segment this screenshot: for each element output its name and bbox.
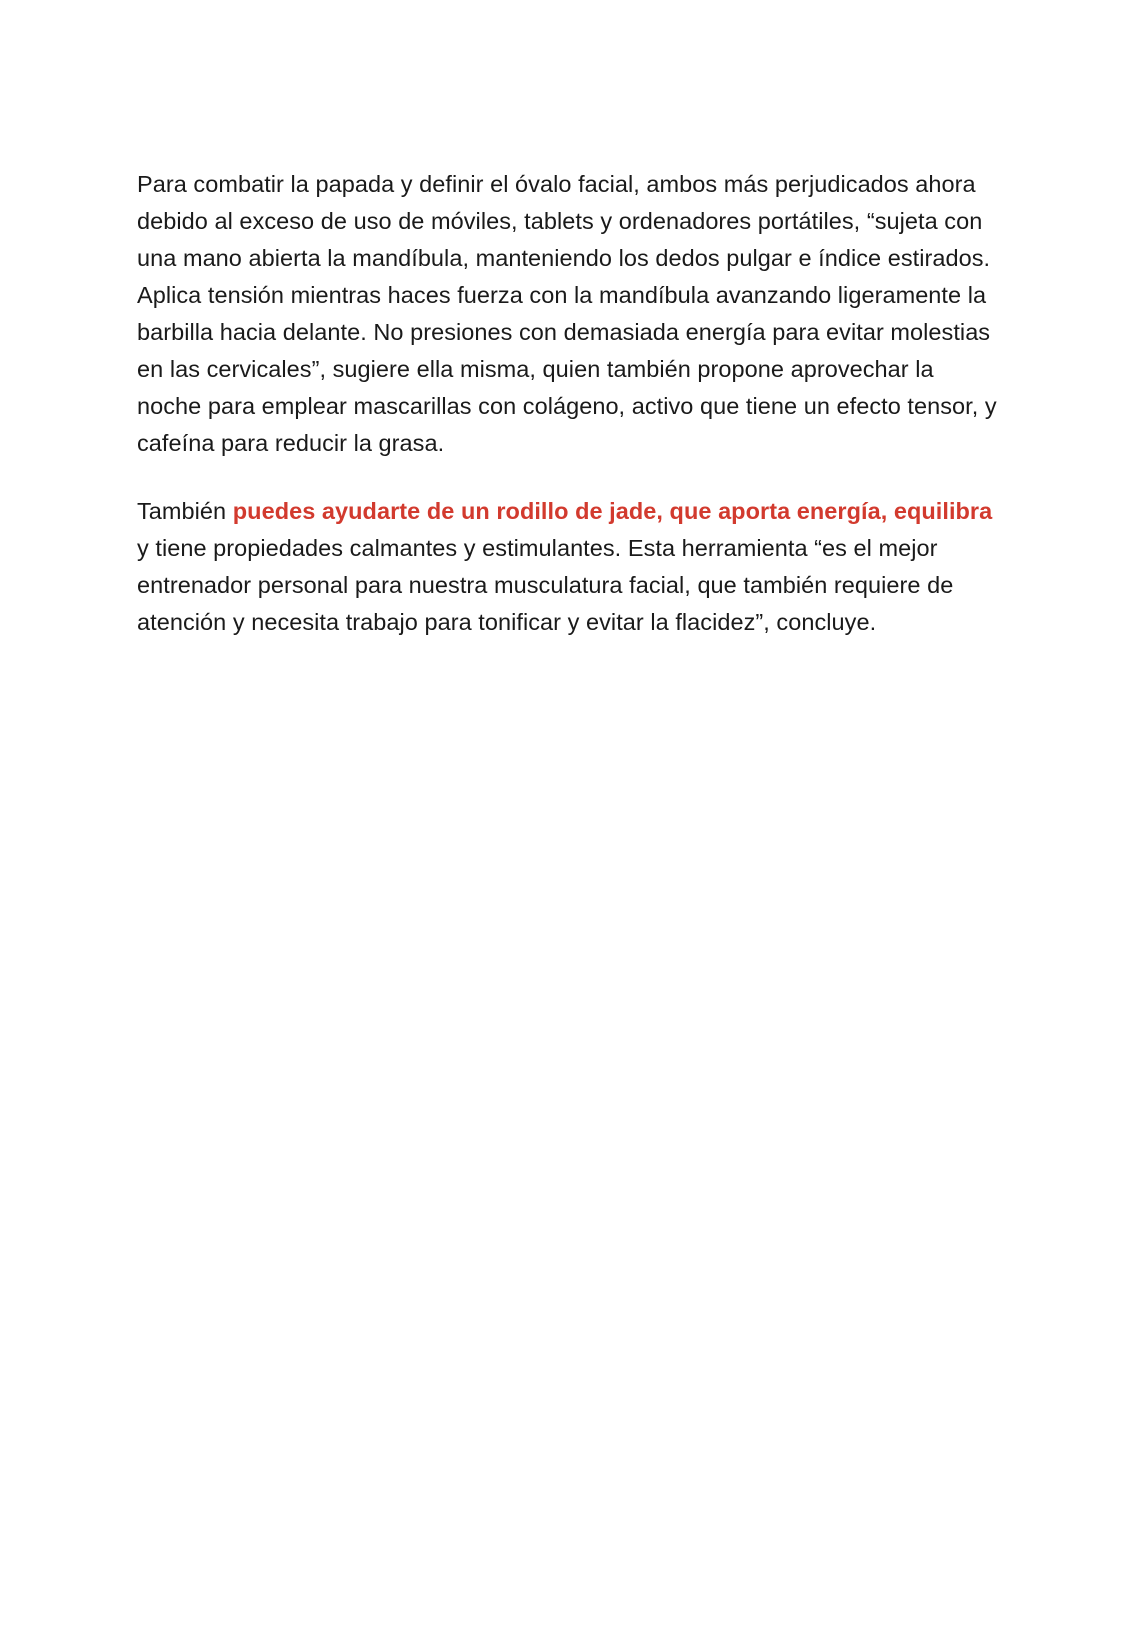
paragraph-2: [137, 493, 997, 641]
paragraph-2-rest: y tiene propiedades calmantes y estimulantes. Esta herramienta “es el mejor entrenador personal para nuestra musculatura facial, que también requiere de atención y necesita trabajo para tonificar y evitar la flacidez”, concluye.: [137, 535, 954, 635]
paragraph-2-intro: También: [137, 498, 233, 524]
jade-roller-link[interactable]: puedes ayudarte de un rodillo de jade, que aporta energía, equilibra: [232, 498, 993, 524]
paragraph-1: Para combatir la papada y definir el óvalo facial, ambos más perjudicados ahora debido al exceso de uso de móviles, tablets y ordenadores portátiles, “sujeta con una mano abierta la mandíbula, manteniendo los dedos pulgar e índice estirados. Aplica tensión mientras haces fuerza con la mandíbula avanzando ligeramente la barbilla hacia delante. No presiones con demasiada energía para evitar molestias en las cervicales”, sugiere ella misma, quien también propone aprovechar la noche para emplear mascarillas con colágeno, activo que tiene un efecto tensor, y cafeína para reducir la grasa.: [137, 171, 997, 456]
article-body: [137, 166, 997, 672]
